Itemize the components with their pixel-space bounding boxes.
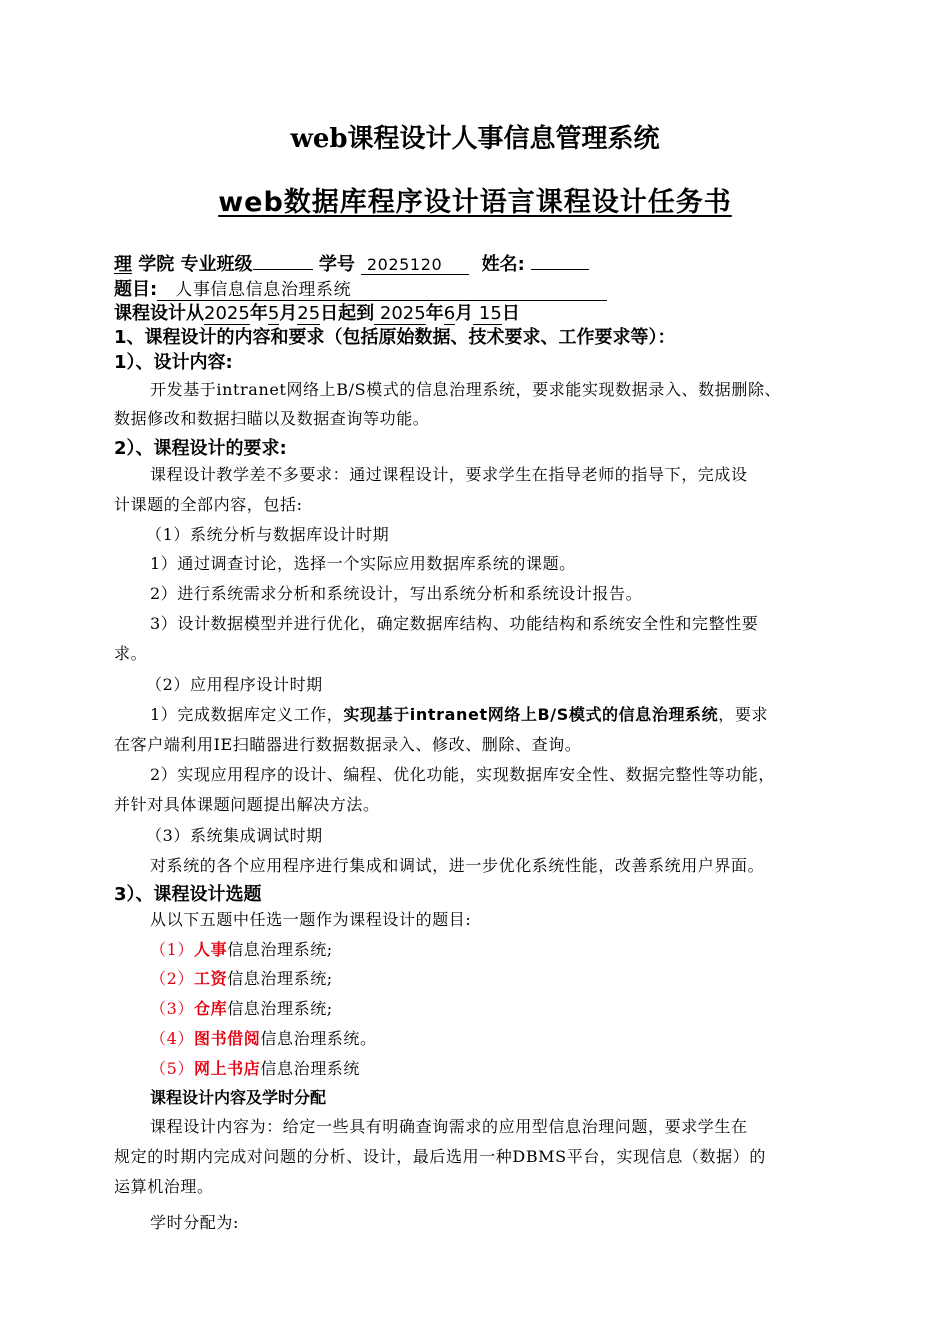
topic-option-key: 仓库 xyxy=(193,999,228,1018)
section-2-title: 2）、课程设计的要求: xyxy=(114,438,287,459)
doc-title: web课程设计人事信息管理系统 xyxy=(290,124,660,154)
schedule-month-2: 月 xyxy=(455,303,474,324)
topic-option xyxy=(150,996,333,1019)
end-year xyxy=(374,303,426,325)
topic-line xyxy=(114,275,607,301)
name-label: 姓名: xyxy=(481,254,525,275)
schedule-year-2: 年 xyxy=(425,303,444,324)
phase-2-item-1b: 在客户端利用IE扫瞄器进行数据数据录入、修改、删除、查询。 xyxy=(114,735,582,754)
phase-2-item-1-pre: 1）完成数据库定义工作， xyxy=(150,705,344,724)
topic-option-num: （4） xyxy=(150,1029,194,1048)
phase-3-heading: （3）系统集成调试时期 xyxy=(146,826,323,845)
topic-option xyxy=(150,1026,377,1049)
topic-option-rest: 信息治理系统。 xyxy=(260,1029,377,1048)
topic-option-key: 图书借阅 xyxy=(193,1029,261,1048)
topic-label: 题目: xyxy=(114,279,158,300)
topic-option-rest: 信息治理系统; xyxy=(227,969,333,988)
start-day: 25 xyxy=(297,303,321,324)
design-content-p1: 开发基于intranet网络上B/S模式的信息治理系统，要求能实现数据录入、数据删除、 xyxy=(150,380,782,399)
student-no-label: 学号 xyxy=(318,254,355,275)
phase-2-item-2a: 2）实现应用程序的设计、编程、优化功能，实现数据库安全性、数据完整性等功能， xyxy=(150,765,775,784)
topic-option-key: 网上书店 xyxy=(193,1059,261,1078)
phase-2-item-1-post: ，要求 xyxy=(718,705,769,724)
phase-2-heading: （2）应用程序设计时期 xyxy=(146,675,323,694)
end-year-text: 2025 xyxy=(379,303,426,324)
section-1-1-title: 1）、设计内容: xyxy=(114,352,233,373)
class-blank xyxy=(253,251,313,270)
schedule-line xyxy=(114,299,520,325)
schedule-prefix: 课程设计从 xyxy=(114,303,204,324)
topic-option-key: 工资 xyxy=(193,969,228,988)
topic-option-num: （2） xyxy=(150,969,194,988)
topic-option xyxy=(150,1056,360,1079)
topic-option-num: （5） xyxy=(150,1059,194,1078)
college-field: 理 xyxy=(114,254,132,275)
phase-1-heading: （1）系统分析与数据库设计时期 xyxy=(146,525,390,544)
phase-2-item-1-bold: 实现基于intranet网络上B/S模式的信息治理系统 xyxy=(343,705,719,724)
topic-option-rest: 信息治理系统; xyxy=(227,999,333,1018)
phase-1-item-3a: 3）设计数据模型并进行优化，确定数据库结构、功能结构和系统安全性和完整性要 xyxy=(150,614,759,633)
allocation-p3: 运算机治理。 xyxy=(114,1177,214,1196)
section-3-title: 3）、课程设计选题 xyxy=(114,884,262,905)
schedule-month-1: 月 xyxy=(279,303,298,324)
topic-value-field xyxy=(157,275,607,301)
student-no-text: 2025120 xyxy=(366,255,443,274)
topic-option-num: （3） xyxy=(150,999,194,1018)
phase-3-paragraph: 对系统的各个应用程序进行集成和调试，进一步优化系统性能，改善系统用户界面。 xyxy=(150,856,765,875)
topics-intro: 从以下五题中任选一题作为课程设计的题目: xyxy=(150,910,472,929)
end-day-text: 15 xyxy=(478,303,502,324)
topic-option-key: 人事 xyxy=(193,940,228,959)
topic-option xyxy=(150,966,333,989)
allocation-p1: 课程设计内容为：给定一些具有明确查询需求的应用型信息治理问题，要求学生在 xyxy=(150,1117,748,1136)
start-month: 5 xyxy=(267,303,280,324)
name-blank xyxy=(531,251,589,270)
design-content-p2: 数据修改和数据扫瞄以及数据查询等功能。 xyxy=(114,409,430,428)
topic-option-num: （1） xyxy=(150,940,194,959)
topic-value: 人事信息信息治理系统 xyxy=(175,280,352,300)
schedule-to: 日起到 xyxy=(320,303,375,324)
topic-option-rest: 信息治理系统 xyxy=(260,1059,360,1078)
doc-subtitle-text: web数据库程序设计语言课程设计任务书 xyxy=(218,187,732,218)
requirements-p2: 计课题的全部内容，包括: xyxy=(114,495,303,514)
phase-1-item-3b: 求。 xyxy=(114,644,148,663)
topic-option-rest: 信息治理系统; xyxy=(227,940,333,959)
phase-2-item-2b: 并针对具体课题问题提出解决方法。 xyxy=(114,795,380,814)
allocation-p2: 规定的时期内完成对问题的分析、设计，最后选用一种DBMS平台，实现信息（数据）的 xyxy=(114,1147,766,1166)
topic-option xyxy=(150,937,333,960)
phase-2-item-1a xyxy=(150,702,768,725)
end-day xyxy=(473,303,502,325)
phase-1-item-2: 2）进行系统需求分析和系统设计，写出系统分析和系统设计报告。 xyxy=(150,584,643,603)
student-no-value xyxy=(361,255,469,275)
section-1-title: 1、课程设计的内容和要求（包括原始数据、技术要求、工作要求等）： xyxy=(114,327,676,348)
end-month: 6 xyxy=(443,303,456,324)
student-info-line xyxy=(114,250,589,276)
schedule-year-1: 年 xyxy=(249,303,268,324)
schedule-day-2: 日 xyxy=(501,303,520,324)
doc-subtitle xyxy=(0,180,950,219)
allocation-heading: 课程设计内容及学时分配 xyxy=(150,1088,327,1107)
hours-label: 学时分配为: xyxy=(150,1213,239,1232)
requirements-p1: 课程设计教学差不多要求：通过课程设计，要求学生在指导老师的指导下，完成设 xyxy=(150,465,748,484)
college-label: 学院 专业班级 xyxy=(138,254,253,275)
phase-1-item-1: 1）通过调查讨论，选择一个实际应用数据库系统的课题。 xyxy=(150,554,576,573)
start-year: 2025 xyxy=(204,303,250,324)
